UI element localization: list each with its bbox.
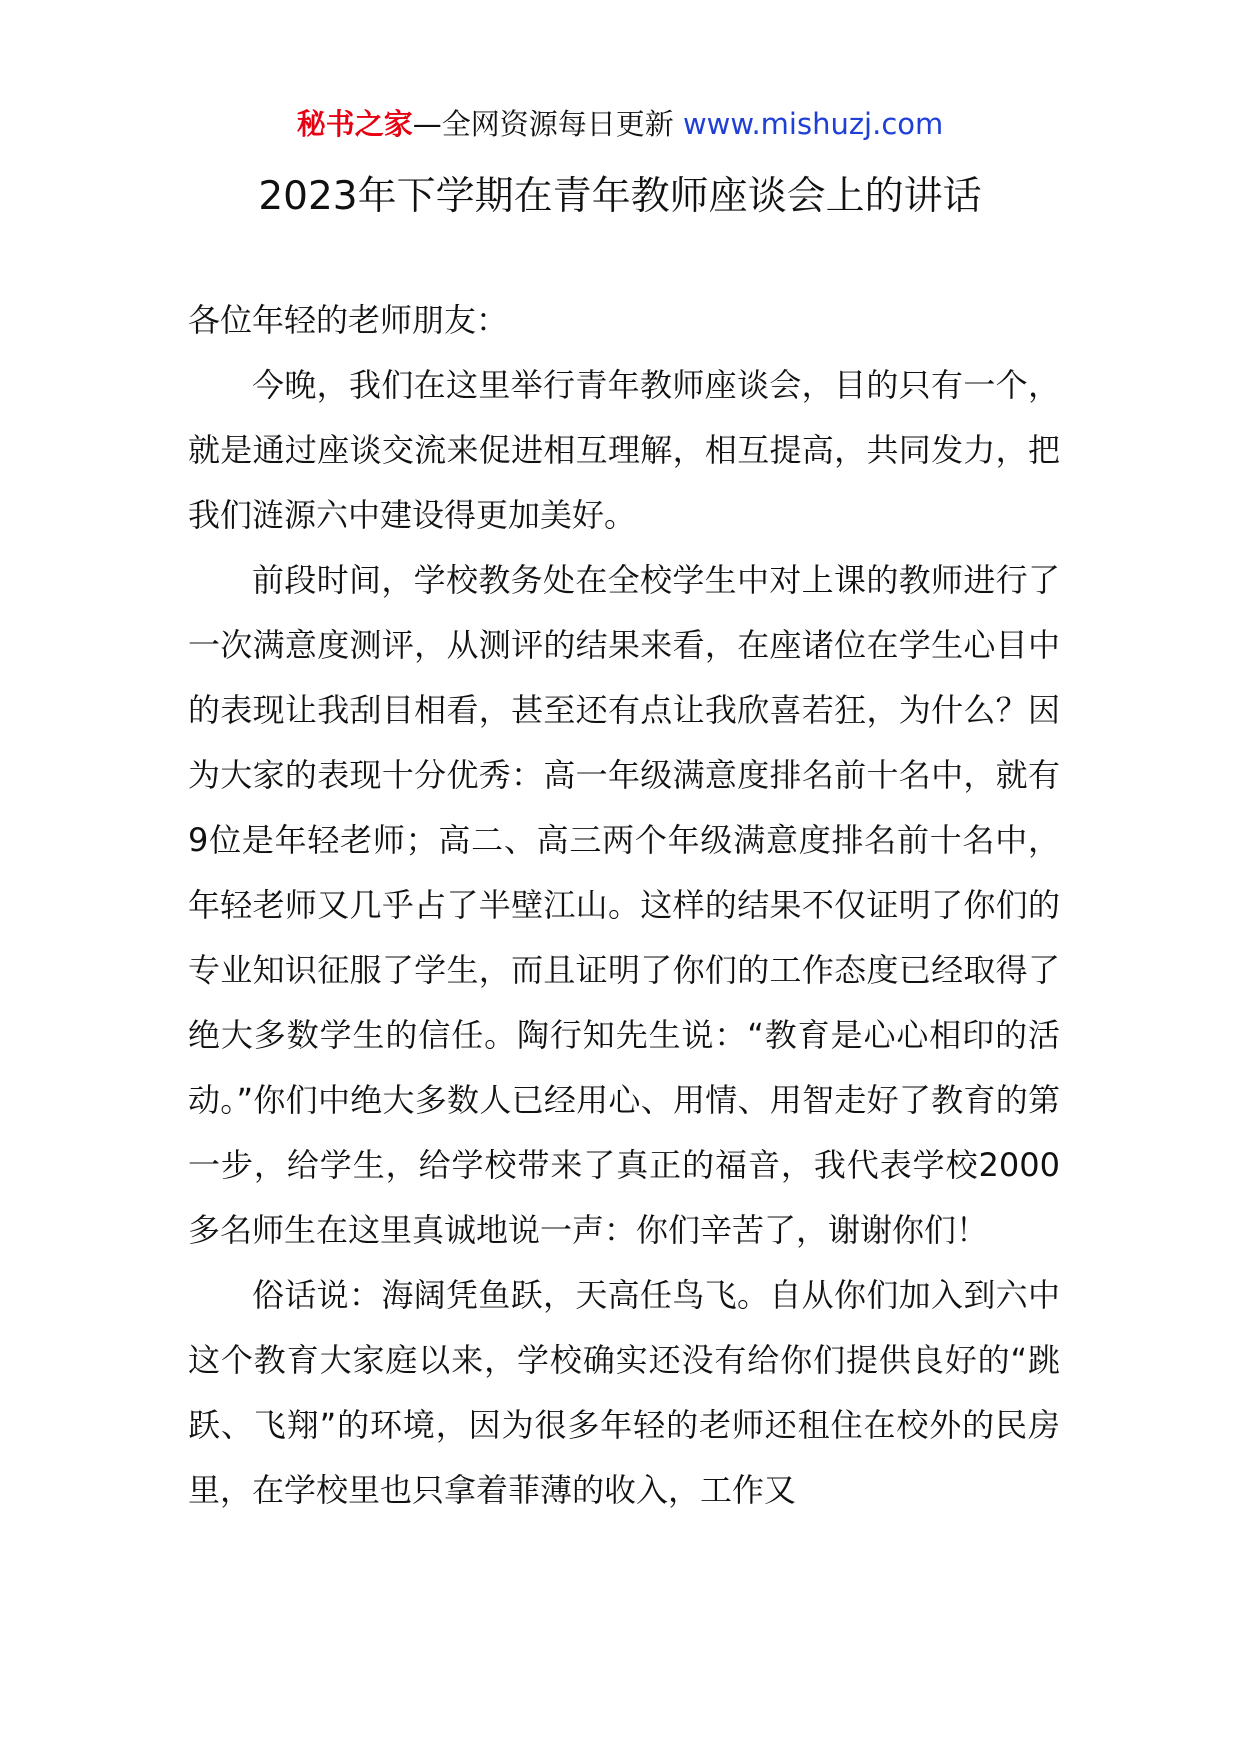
paragraph: 俗话说：海阔凭鱼跃，天高任鸟飞。自从你们加入到六中这个教育大家庭以来，学校确实还没有给你们提供良好的“跳跃、飞翔”的环境，因为很多年轻的老师还租住在校外的民房里，在学校里也只拿着菲薄的收入，工作又: [188, 1276, 1060, 1509]
salutation: 各位年轻的老师朋友：: [188, 301, 509, 339]
site-header: [0, 98, 1240, 150]
site-tagline: —全网资源每日更新: [412, 107, 674, 141]
site-url-link[interactable]: www.mishuzj.com: [682, 107, 944, 141]
paragraph: 今晚，我们在这里举行青年教师座谈会，目的只有一个，就是通过座谈交流来促进相互理解，相互提高，共同发力，把我们涟源六中建设得更加美好。: [188, 366, 1060, 534]
paragraph: 前段时间，学校教务处在全校学生中对上课的教师进行了一次满意度测评，从测评的结果来看，在座诸位在学生心目中的表现让我刮目相看，甚至还有点让我欣喜若狂，为什么？因为大家的表现十分优秀：高一年级满意度排名前十名中，就有9位是年轻老师；高二、高三两个年级满意度排名前十名中，年轻老师又几乎占了半壁江山。这样的结果不仅证明了你们的专业知识征服了学生，而且证明了你们的工作态度已经取得了绝大多数学生的信任。陶行知先生说：“教育是心心相印的活动。”你们中绝大多数人已经用心、用情、用智走好了教育的第一步，给学生，给学校带来了真正的福音，我代表学校2000多名师生在这里真诚地说一声：你们辛苦了，谢谢你们！: [188, 561, 1060, 1249]
site-brand: 秘书之家: [296, 107, 413, 141]
document-title: 2023年下学期在青年教师座谈会上的讲话: [258, 174, 982, 219]
document-body: [188, 288, 1060, 1523]
